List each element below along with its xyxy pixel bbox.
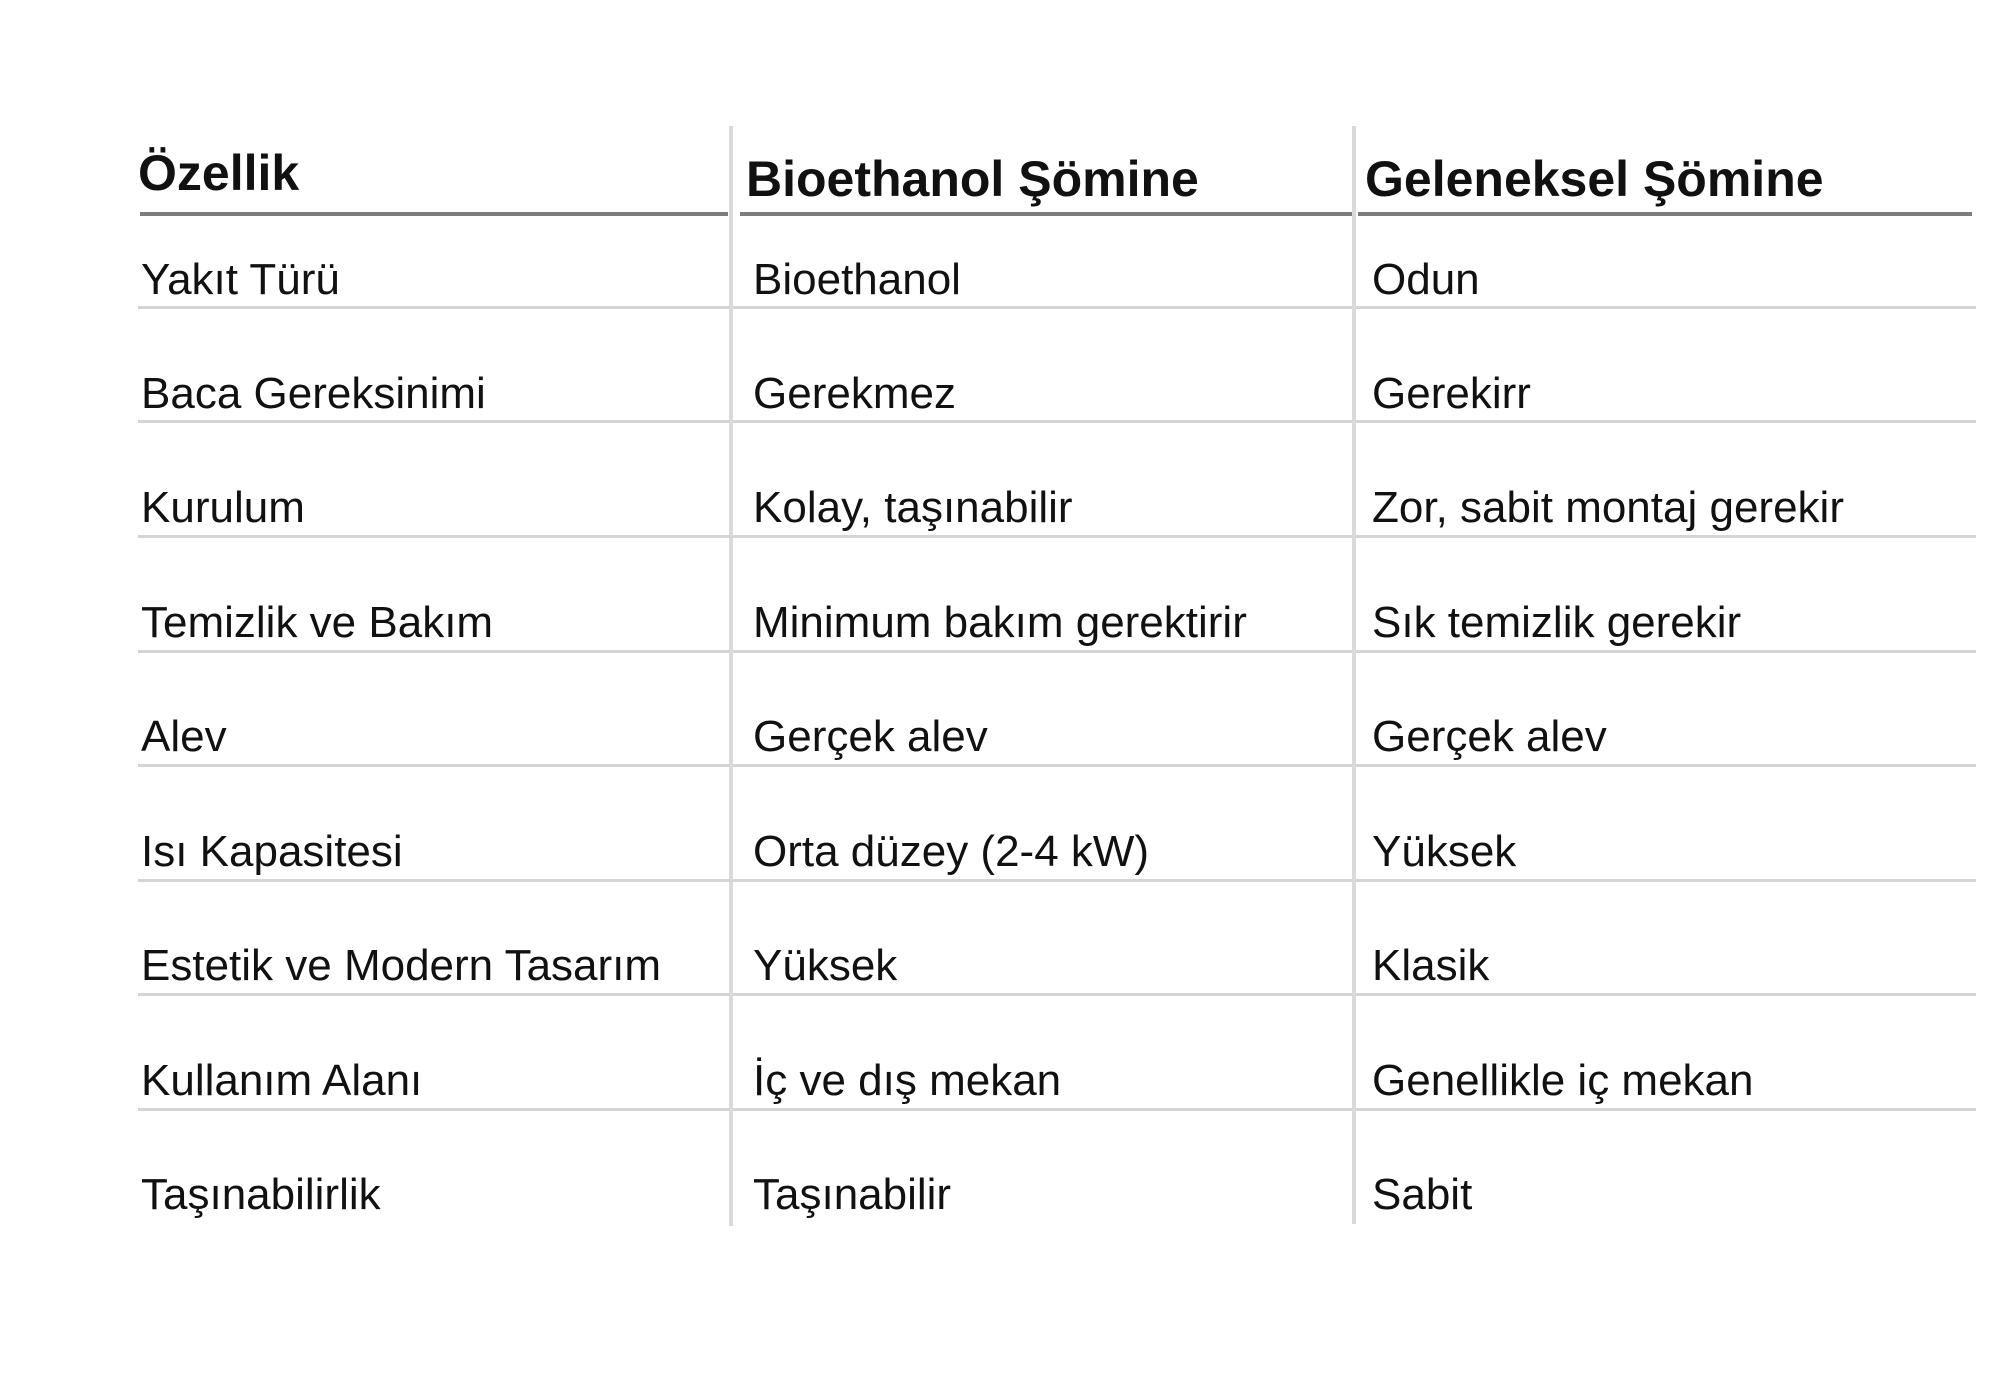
cell-bioethanol: İç ve dış mekan [753, 1056, 1062, 1105]
cell-traditional: Yüksek [1372, 827, 1517, 876]
cell-feature: Yakıt Türü [141, 255, 340, 304]
row-divider [733, 306, 1352, 309]
cell-feature: Estetik ve Modern Tasarım [141, 941, 662, 990]
header-bioethanol: Bioethanol Şömine [746, 151, 1199, 207]
row-divider [138, 993, 730, 996]
cell-traditional: Sık temizlik gerekir [1372, 598, 1742, 647]
row-divider [733, 420, 1352, 423]
row-divider [1356, 306, 1976, 309]
row-divider [733, 764, 1352, 767]
cell-bioethanol: Minimum bakım gerektirir [753, 598, 1247, 647]
header-feature: Özellik [138, 145, 300, 201]
header-rule [740, 212, 1352, 216]
cell-feature: Temizlik ve Bakım [141, 598, 494, 647]
row-divider [733, 879, 1352, 882]
row-divider [138, 1108, 730, 1111]
cell-traditional: Odun [1372, 255, 1480, 304]
header-rule [140, 212, 728, 216]
cell-traditional: Gerçek alev [1372, 712, 1607, 761]
cell-feature: Taşınabilirlik [141, 1170, 381, 1219]
row-divider [1356, 650, 1976, 653]
cell-traditional: Gerekirr [1372, 369, 1531, 418]
cell-traditional: Sabit [1372, 1170, 1473, 1219]
row-divider [138, 535, 730, 538]
header-rule [1358, 212, 1972, 216]
cell-traditional: Zor, sabit montaj gerekir [1372, 483, 1844, 532]
cell-traditional: Genellikle iç mekan [1372, 1056, 1754, 1105]
cell-feature: Kurulum [141, 483, 305, 532]
column-divider [1352, 126, 1356, 1224]
row-divider [1356, 420, 1976, 423]
cell-bioethanol: Orta düzey (2-4 kW) [753, 827, 1150, 876]
row-divider [1356, 993, 1976, 996]
cell-bioethanol: Gerekmez [753, 369, 956, 418]
row-divider [138, 879, 730, 882]
row-divider [733, 993, 1352, 996]
cell-feature: Isı Kapasitesi [141, 827, 403, 876]
cell-feature: Kullanım Alanı [141, 1056, 423, 1105]
row-divider [138, 420, 730, 423]
row-divider [1356, 535, 1976, 538]
cell-bioethanol: Yüksek [753, 941, 898, 990]
row-divider [733, 1108, 1352, 1111]
cell-feature: Baca Gereksinimi [141, 369, 486, 418]
cell-traditional: Klasik [1372, 941, 1490, 990]
row-divider [1356, 764, 1976, 767]
cell-feature: Alev [141, 712, 227, 761]
row-divider [733, 650, 1352, 653]
header-traditional: Geleneksel Şömine [1365, 151, 1824, 207]
row-divider [138, 306, 730, 309]
row-divider [1356, 879, 1976, 882]
cell-bioethanol: Kolay, taşınabilir [753, 483, 1073, 532]
cell-bioethanol: Bioethanol [753, 255, 961, 304]
column-divider [729, 126, 733, 1226]
row-divider [138, 764, 730, 767]
cell-bioethanol: Gerçek alev [753, 712, 988, 761]
row-divider [733, 535, 1352, 538]
cell-bioethanol: Taşınabilir [753, 1170, 952, 1219]
row-divider [1356, 1108, 1976, 1111]
row-divider [138, 650, 730, 653]
